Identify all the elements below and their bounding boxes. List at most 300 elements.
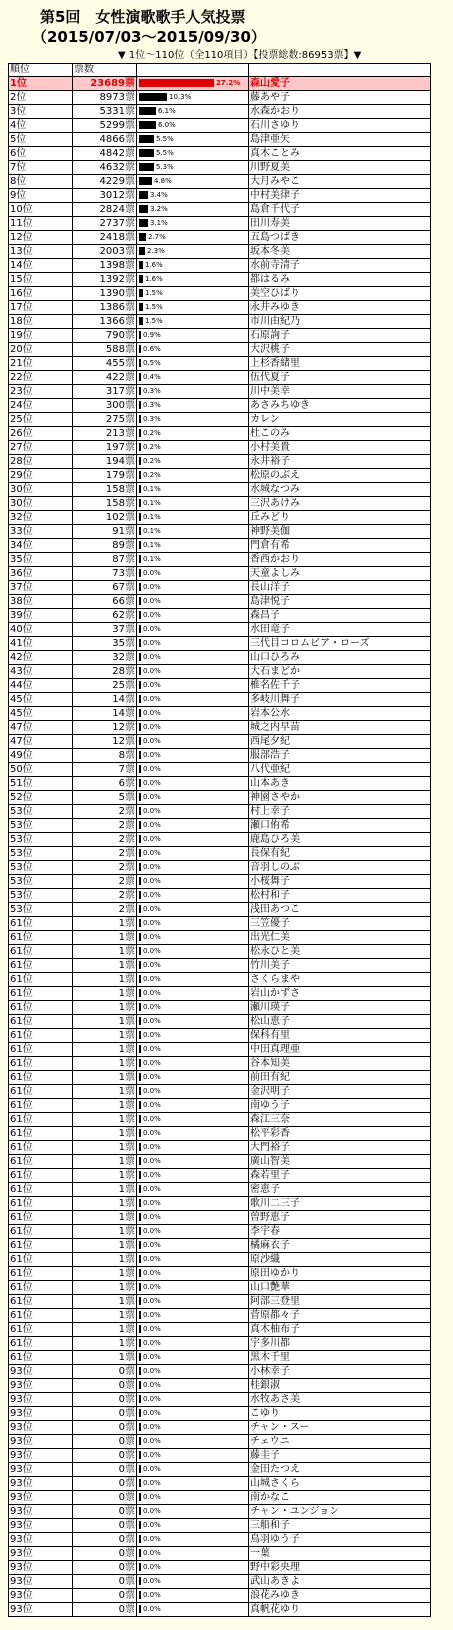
rank-cell: 53位 [9, 875, 73, 889]
rank-cell: 42位 [9, 651, 73, 665]
table-row [9, 1141, 431, 1155]
share-percent: 0.4% [143, 373, 161, 381]
share-percent: 0.0% [143, 1115, 161, 1123]
share-bar [139, 933, 141, 941]
share-bar-cell [137, 749, 249, 763]
rank-cell: 15位 [9, 273, 73, 287]
singer-name-cell: 李宇春 [249, 1225, 431, 1239]
share-bar-cell [137, 203, 249, 217]
table-row [9, 1155, 431, 1169]
share-bar [139, 415, 141, 423]
table-row [9, 735, 431, 749]
table-row [9, 987, 431, 1001]
votes-cell: 0票 [73, 1407, 137, 1421]
share-percent: 0.0% [143, 1577, 161, 1585]
votes-cell: 158票 [73, 497, 137, 511]
rank-cell: 19位 [9, 329, 73, 343]
singer-name-cell: 森昌子 [249, 609, 431, 623]
votes-cell: 4842票 [73, 147, 137, 161]
table-row [9, 651, 431, 665]
share-bar [139, 1507, 141, 1515]
page-header [0, 0, 453, 72]
rank-cell: 61位 [9, 1155, 73, 1169]
share-bar-cell [137, 413, 249, 427]
share-bar-cell [137, 1351, 249, 1365]
share-bar [139, 849, 141, 857]
votes-cell: 3012票 [73, 189, 137, 203]
votes-cell: 0票 [73, 1379, 137, 1393]
votes-cell: 0票 [73, 1505, 137, 1519]
share-bar-cell [137, 91, 249, 105]
votes-cell: 25票 [73, 679, 137, 693]
share-bar-cell [137, 231, 249, 245]
table-row [9, 273, 431, 287]
rank-cell: 93位 [9, 1477, 73, 1491]
singer-name-cell: 山口艶華 [249, 1281, 431, 1295]
rank-cell: 20位 [9, 343, 73, 357]
votes-cell: 1票 [73, 1239, 137, 1253]
table-row [9, 1365, 431, 1379]
share-bar-cell [137, 945, 249, 959]
share-percent: 0.0% [143, 1563, 161, 1571]
table-row [9, 245, 431, 259]
share-percent: 6.1% [158, 107, 176, 115]
table-row [9, 1225, 431, 1239]
share-bar [139, 1605, 141, 1613]
votes-cell: 1票 [73, 1197, 137, 1211]
votes-cell: 0票 [73, 1589, 137, 1603]
votes-cell: 1票 [73, 931, 137, 945]
table-row [9, 469, 431, 483]
rank-cell: 61位 [9, 987, 73, 1001]
share-percent: 0.1% [143, 499, 161, 507]
share-bar-cell [137, 819, 249, 833]
table-row [9, 231, 431, 245]
votes-cell: 1390票 [73, 287, 137, 301]
singer-name-cell: 永井みゆき [249, 301, 431, 315]
rank-cell: 49位 [9, 749, 73, 763]
votes-cell: 1票 [73, 1029, 137, 1043]
rank-cell: 61位 [9, 1323, 73, 1337]
share-percent: 0.0% [143, 989, 161, 997]
share-percent: 0.0% [143, 569, 161, 577]
singer-name-cell: 森江三奈 [249, 1113, 431, 1127]
header-rank: 順位 [9, 64, 73, 77]
share-bar [139, 611, 141, 619]
singer-name-cell: あさみちゆき [249, 399, 431, 413]
share-percent: 0.0% [143, 877, 161, 885]
singer-name-cell: 森若里子 [249, 1169, 431, 1183]
singer-name-cell: 真木柚布子 [249, 1323, 431, 1337]
singer-name-cell: 水牧あさ美 [249, 1393, 431, 1407]
share-bar [139, 541, 141, 549]
singer-name-cell: 椎名佐千子 [249, 679, 431, 693]
table-row [9, 1295, 431, 1309]
share-bar [139, 93, 167, 101]
votes-cell: 14票 [73, 707, 137, 721]
table-row [9, 1561, 431, 1575]
share-bar [139, 163, 154, 171]
table-row [9, 1169, 431, 1183]
singer-name-cell: 市川由紀乃 [249, 315, 431, 329]
singer-name-cell: 川中美幸 [249, 385, 431, 399]
share-bar-cell [137, 721, 249, 735]
singer-name-cell: 島倉千代子 [249, 203, 431, 217]
votes-cell: 2票 [73, 861, 137, 875]
rank-cell: 61位 [9, 1309, 73, 1323]
votes-cell: 1票 [73, 1001, 137, 1015]
share-bar-cell [137, 287, 249, 301]
table-row [9, 147, 431, 161]
votes-cell: 87票 [73, 553, 137, 567]
share-bar [139, 429, 141, 437]
share-bar-cell [137, 175, 249, 189]
share-bar [139, 597, 141, 605]
rank-cell: 61位 [9, 1239, 73, 1253]
share-bar [139, 303, 143, 311]
share-percent: 0.0% [143, 1213, 161, 1221]
share-percent: 0.0% [143, 1339, 161, 1347]
share-bar [139, 205, 148, 213]
votes-cell: 0票 [73, 1575, 137, 1589]
rank-cell: 34位 [9, 539, 73, 553]
rank-cell: 61位 [9, 973, 73, 987]
table-row [9, 1113, 431, 1127]
table-row [9, 1477, 431, 1491]
rank-cell: 10位 [9, 203, 73, 217]
share-percent: 0.0% [143, 653, 161, 661]
rank-cell: 41位 [9, 637, 73, 651]
share-percent: 0.0% [143, 849, 161, 857]
share-bar-cell [137, 1183, 249, 1197]
singer-name-cell: 美空ひばり [249, 287, 431, 301]
rank-cell: 23位 [9, 385, 73, 399]
share-percent: 0.0% [143, 891, 161, 899]
share-percent: 0.0% [143, 1367, 161, 1375]
share-percent: 0.0% [143, 779, 161, 787]
rank-cell: 6位 [9, 147, 73, 161]
share-percent: 0.0% [143, 1409, 161, 1417]
share-bar-cell [137, 1449, 249, 1463]
table-row [9, 385, 431, 399]
share-bar [139, 107, 156, 115]
share-percent: 0.5% [143, 359, 161, 367]
share-bar-cell [137, 1337, 249, 1351]
votes-cell: 1366票 [73, 315, 137, 329]
singer-name-cell: 水田竜子 [249, 623, 431, 637]
poll-period: （2015/07/03～2015/09/30） [32, 28, 266, 46]
rank-cell: 9位 [9, 189, 73, 203]
share-bar [139, 359, 141, 367]
singer-name-cell: 野中彩央理 [249, 1561, 431, 1575]
share-bar-cell [137, 273, 249, 287]
rank-cell: 35位 [9, 553, 73, 567]
votes-cell: 0票 [73, 1547, 137, 1561]
share-bar [139, 989, 141, 997]
rank-cell: 53位 [9, 889, 73, 903]
share-bar [139, 331, 141, 339]
share-bar-cell [137, 455, 249, 469]
share-percent: 0.1% [143, 555, 161, 563]
share-bar-cell [137, 1211, 249, 1225]
rank-cell: 61位 [9, 1127, 73, 1141]
share-percent: 0.0% [143, 1479, 161, 1487]
rank-cell: 30位 [9, 497, 73, 511]
share-bar-cell [137, 889, 249, 903]
share-bar-cell [137, 497, 249, 511]
share-bar-cell [137, 1015, 249, 1029]
table-row [9, 903, 431, 917]
share-percent: 0.0% [143, 1521, 161, 1529]
votes-cell: 158票 [73, 483, 137, 497]
share-bar [139, 625, 141, 633]
rank-cell: 93位 [9, 1393, 73, 1407]
share-percent: 0.0% [143, 1535, 161, 1543]
rank-cell: 1位 [9, 77, 73, 91]
share-bar-cell [137, 1197, 249, 1211]
share-bar [139, 1031, 141, 1039]
rank-cell: 93位 [9, 1379, 73, 1393]
share-bar-cell [137, 959, 249, 973]
rank-cell: 25位 [9, 413, 73, 427]
share-bar-cell [137, 1281, 249, 1295]
votes-cell: 1票 [73, 1015, 137, 1029]
singer-name-cell: チェウニ [249, 1435, 431, 1449]
share-bar-cell [137, 1099, 249, 1113]
share-bar-cell [137, 1253, 249, 1267]
singer-name-cell: カレン [249, 413, 431, 427]
rank-cell: 93位 [9, 1463, 73, 1477]
share-percent: 0.0% [143, 1549, 161, 1557]
share-bar-cell [137, 469, 249, 483]
share-bar-cell [137, 875, 249, 889]
share-percent: 1.6% [145, 261, 163, 269]
share-bar-cell [137, 371, 249, 385]
rank-cell: 17位 [9, 301, 73, 315]
rank-cell: 45位 [9, 693, 73, 707]
rank-cell: 26位 [9, 427, 73, 441]
rank-cell: 61位 [9, 1001, 73, 1015]
share-percent: 0.0% [143, 1591, 161, 1599]
singer-name-cell: 水森かおり [249, 105, 431, 119]
singer-name-cell: 真木ことみ [249, 147, 431, 161]
rank-cell: 61位 [9, 1085, 73, 1099]
table-row [9, 721, 431, 735]
share-bar-cell [137, 679, 249, 693]
share-bar-cell [137, 427, 249, 441]
singer-name-cell: 前田有紀 [249, 1071, 431, 1085]
table-row [9, 1057, 431, 1071]
share-bar [139, 793, 141, 801]
votes-cell: 4229票 [73, 175, 137, 189]
singer-name-cell: 大沢桃子 [249, 343, 431, 357]
share-bar [139, 1073, 141, 1081]
singer-name-cell: 桂銀淑 [249, 1379, 431, 1393]
singer-name-cell: 三笠優子 [249, 917, 431, 931]
singer-name-cell: チャン・スー [249, 1421, 431, 1435]
header-votes: 票数 [73, 64, 137, 77]
rank-cell: 61位 [9, 1099, 73, 1113]
share-bar-cell [137, 567, 249, 581]
singer-name-cell: 藤あや子 [249, 91, 431, 105]
share-bar [139, 1549, 141, 1557]
share-bar-cell [137, 1267, 249, 1281]
share-bar [139, 1339, 141, 1347]
share-bar [139, 779, 141, 787]
share-bar [139, 751, 141, 759]
share-percent: 0.0% [143, 1157, 161, 1165]
share-percent: 0.2% [143, 471, 161, 479]
singer-name-cell: 菅原都々子 [249, 1309, 431, 1323]
share-bar-cell [137, 1295, 249, 1309]
share-percent: 0.0% [143, 1381, 161, 1389]
votes-cell: 317票 [73, 385, 137, 399]
share-percent: 0.0% [143, 1395, 161, 1403]
share-percent: 4.8% [154, 177, 172, 185]
share-bar [139, 1381, 141, 1389]
share-percent: 0.0% [143, 1437, 161, 1445]
singer-name-cell: 真帆花ゆり [249, 1603, 431, 1617]
votes-cell: 1392票 [73, 273, 137, 287]
share-percent: 0.0% [143, 1045, 161, 1053]
share-bar-cell [137, 343, 249, 357]
rank-cell: 93位 [9, 1407, 73, 1421]
singer-name-cell: 水前寺清子 [249, 259, 431, 273]
singer-name-cell: 長保有紀 [249, 847, 431, 861]
singer-name-cell: 石原詢子 [249, 329, 431, 343]
votes-cell: 0票 [73, 1491, 137, 1505]
rank-cell: 45位 [9, 707, 73, 721]
singer-name-cell: 松村和子 [249, 889, 431, 903]
share-bar [139, 1227, 141, 1235]
table-row [9, 1449, 431, 1463]
singer-name-cell: 谷本知美 [249, 1057, 431, 1071]
share-percent: 0.0% [143, 1143, 161, 1151]
singer-name-cell: 小林幸子 [249, 1365, 431, 1379]
table-row [9, 455, 431, 469]
rank-cell: 61位 [9, 1043, 73, 1057]
share-bar-cell [137, 399, 249, 413]
table-row [9, 133, 431, 147]
share-bar-cell [137, 539, 249, 553]
singer-name-cell: 密恵子 [249, 1183, 431, 1197]
singer-name-cell: 大石まどか [249, 665, 431, 679]
rank-cell: 93位 [9, 1449, 73, 1463]
share-percent: 3.1% [150, 219, 168, 227]
share-percent: 0.0% [143, 1171, 161, 1179]
singer-name-cell: こゆり [249, 1407, 431, 1421]
rank-cell: 61位 [9, 1113, 73, 1127]
singer-name-cell: 歌川二三子 [249, 1197, 431, 1211]
table-row [9, 1603, 431, 1617]
rank-cell: 93位 [9, 1421, 73, 1435]
votes-cell: 1票 [73, 1295, 137, 1309]
rank-cell: 93位 [9, 1533, 73, 1547]
table-row [9, 665, 431, 679]
share-percent: 0.0% [143, 1227, 161, 1235]
rank-cell: 47位 [9, 735, 73, 749]
share-bar [139, 275, 143, 283]
singer-name-cell: 松山恵子 [249, 1015, 431, 1029]
singer-name-cell: 出光仁美 [249, 931, 431, 945]
votes-cell: 1票 [73, 1253, 137, 1267]
share-bar [139, 1423, 141, 1431]
share-percent: 0.1% [143, 541, 161, 549]
share-bar [139, 569, 141, 577]
table-row [9, 707, 431, 721]
share-bar-cell [137, 651, 249, 665]
singer-name-cell: 五島つばき [249, 231, 431, 245]
share-bar-cell [137, 1463, 249, 1477]
share-percent: 0.9% [143, 331, 161, 339]
share-percent: 0.0% [143, 1507, 161, 1515]
share-bar-cell [137, 1071, 249, 1085]
singer-name-cell: 八代亜紀 [249, 763, 431, 777]
share-percent: 0.0% [143, 737, 161, 745]
votes-cell: 14票 [73, 693, 137, 707]
singer-name-cell: 水城なつみ [249, 483, 431, 497]
share-percent: 0.0% [143, 1059, 161, 1067]
share-bar-cell [137, 119, 249, 133]
rank-cell: 53位 [9, 819, 73, 833]
singer-name-cell: 原沙織 [249, 1253, 431, 1267]
share-percent: 0.0% [143, 1017, 161, 1025]
share-percent: 0.2% [143, 443, 161, 451]
rank-cell: 21位 [9, 357, 73, 371]
votes-cell: 12票 [73, 735, 137, 749]
share-bar-cell [137, 1547, 249, 1561]
share-percent: 0.0% [143, 1311, 161, 1319]
share-bar-cell [137, 805, 249, 819]
share-bar-cell [137, 1085, 249, 1099]
votes-cell: 0票 [73, 1519, 137, 1533]
table-row [9, 637, 431, 651]
share-bar [139, 905, 141, 913]
share-bar-cell [137, 1239, 249, 1253]
share-bar [139, 1591, 141, 1599]
share-bar [139, 695, 141, 703]
rank-cell: 53位 [9, 805, 73, 819]
votes-cell: 1票 [73, 1099, 137, 1113]
rank-cell: 93位 [9, 1547, 73, 1561]
rank-cell: 5位 [9, 133, 73, 147]
share-bar [139, 1297, 141, 1305]
share-bar [139, 1199, 141, 1207]
share-bar [139, 247, 145, 255]
share-bar [139, 877, 141, 885]
share-bar-cell [137, 553, 249, 567]
singer-name-cell: 一葉 [249, 1547, 431, 1561]
table-row [9, 1379, 431, 1393]
singer-name-cell: 音羽しのぶ [249, 861, 431, 875]
singer-name-cell: 南ゆう子 [249, 1099, 431, 1113]
share-percent: 0.0% [143, 1423, 161, 1431]
votes-cell: 37票 [73, 623, 137, 637]
share-bar [139, 653, 141, 661]
share-bar-cell [137, 693, 249, 707]
singer-name-cell: 天童よしみ [249, 567, 431, 581]
share-bar-cell [137, 1477, 249, 1491]
table-row [9, 973, 431, 987]
rank-cell: 53位 [9, 903, 73, 917]
votes-cell: 422票 [73, 371, 137, 385]
rank-cell: 61位 [9, 1029, 73, 1043]
table-row [9, 1029, 431, 1043]
votes-cell: 89票 [73, 539, 137, 553]
singer-name-cell: 香西かおり [249, 553, 431, 567]
votes-cell: 66票 [73, 595, 137, 609]
rank-cell: 36位 [9, 567, 73, 581]
